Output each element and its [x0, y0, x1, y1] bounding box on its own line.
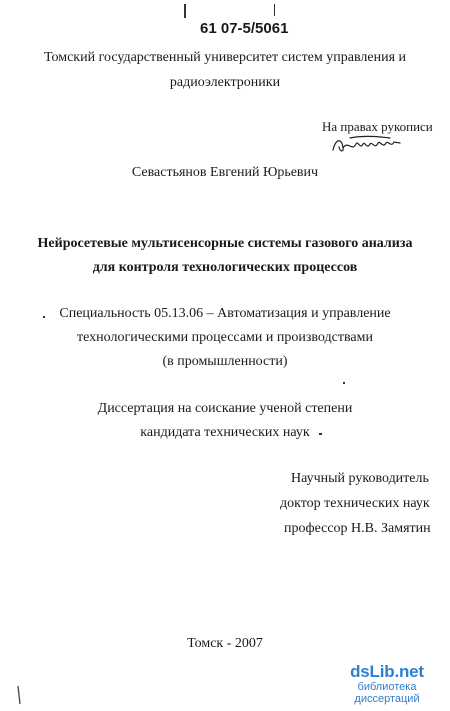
supervisor-label: Научный руководитель — [291, 471, 429, 486]
scan-mark — [184, 4, 186, 18]
institution-line-1: Томский государственный университет систем управления и — [43, 50, 407, 65]
specialty-line-2: технологическими процессами и производствами — [77, 330, 373, 345]
signature — [330, 134, 410, 156]
manuscript-note: На правах рукописи — [322, 119, 433, 134]
institution-line-2: радиоэлектроники — [169, 75, 281, 90]
title-line-2: для контроля технологических процессов — [92, 260, 358, 275]
watermark-logo — [332, 662, 442, 705]
watermark-brand: dsLib.net — [350, 662, 424, 681]
scan-dot — [343, 382, 345, 384]
degree-line-2: кандидата технических наук — [140, 425, 310, 440]
watermark-subtitle: библиотека диссертаций — [354, 681, 420, 705]
scan-corner-mark — [16, 684, 30, 706]
scan-dot — [319, 433, 322, 435]
supervisor-name: профессор Н.В. Замятин — [284, 521, 431, 536]
supervisor-degree: доктор технических наук — [280, 496, 430, 511]
title-line-1: Нейросетевые мультисенсорные системы газового анализа — [37, 236, 413, 251]
degree-line-1: Диссертация на соискание ученой степени — [97, 401, 353, 416]
specialty-line-3: (в промышленности) — [162, 354, 288, 369]
author-name: Севастьянов Евгений Юрьевич — [131, 165, 319, 180]
city-year: Томск - 2007 — [187, 636, 263, 651]
scan-mark — [274, 4, 275, 16]
archive-stamp: 61 07-5/5061 — [200, 20, 289, 37]
specialty-line-1: Специальность 05.13.06 – Автоматизация и управление — [59, 306, 391, 321]
